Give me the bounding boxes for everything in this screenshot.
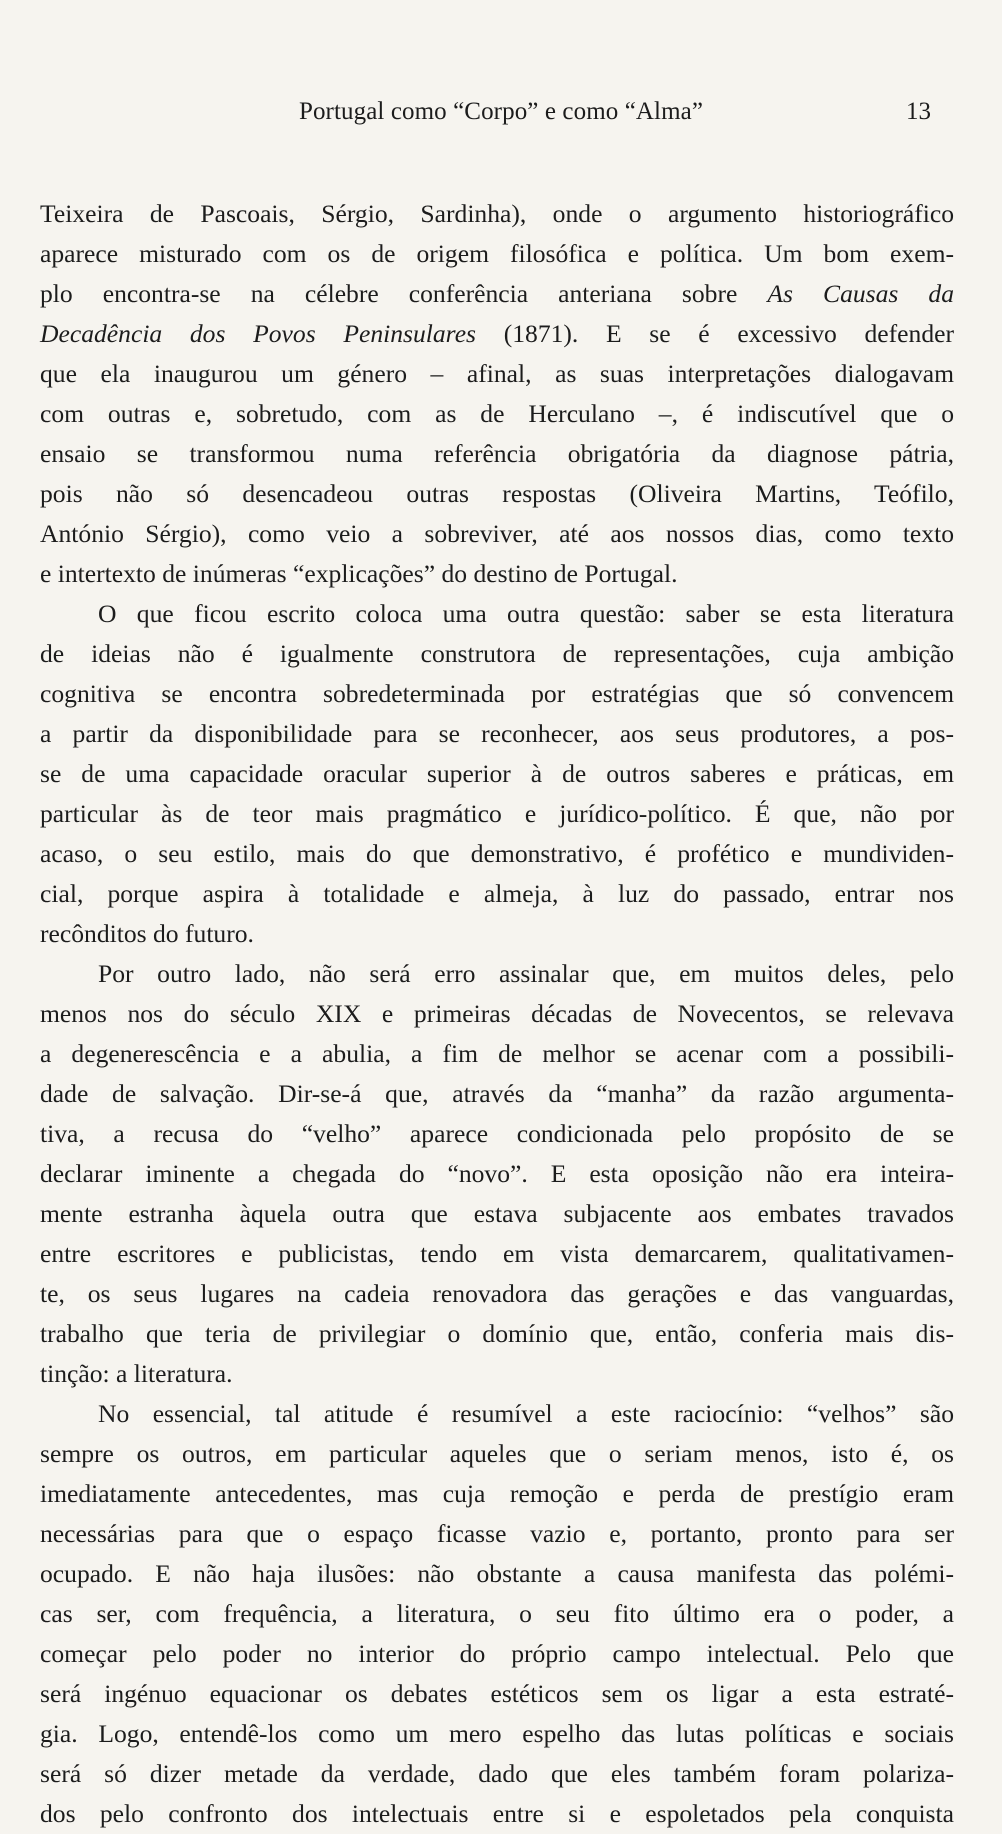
- running-title: Portugal como “Corpo” e como “Alma”: [298, 98, 704, 125]
- page-number: 13: [906, 98, 931, 125]
- paragraph-3: [40, 954, 954, 1394]
- text-line: cognitiva se encontra sobredeterminada por estratégias que só convencem: [40, 679, 954, 708]
- text-line: ocupado. E não haja ilusões: não obstante a causa manifesta das polémi-: [40, 1559, 954, 1588]
- text-line: recônditos do futuro.: [40, 919, 254, 948]
- text-line: tiva, a recusa do “velho” aparece condicionada pelo propósito de se: [40, 1119, 954, 1148]
- paragraph-4: [40, 1394, 954, 1834]
- text-line: ensaio se transformou numa referência obrigatória da diagnose pátria,: [40, 439, 954, 468]
- text-line: Teixeira de Pascoais, Sérgio, Sardinha), onde o argumento historiográfico: [40, 199, 954, 228]
- text-line: e intertexto de inúmeras “explicações” do destino de Portugal.: [40, 559, 678, 588]
- text-line: dade de salvação. Dir-se-á que, através da “manha” da razão argumenta-: [40, 1079, 954, 1108]
- text-line: será só dizer metade da verdade, dado que eles também foram polariza-: [40, 1759, 954, 1788]
- text-line: trabalho que teria de privilegiar o domínio que, então, conferia mais dis-: [40, 1319, 954, 1348]
- paragraph-2: [40, 594, 954, 954]
- text-line: Por outro lado, não será erro assinalar que, em muitos deles, pelo: [98, 959, 954, 988]
- text-line: necessárias para que o espaço ficasse vazio e, portanto, pronto para ser: [40, 1519, 954, 1548]
- text-line: cial, porque aspira à totalidade e almeja, à luz do passado, entrar nos: [40, 879, 954, 908]
- paragraph-1: [40, 194, 954, 594]
- text-line: tinção: a literatura.: [40, 1359, 233, 1388]
- book-title-italic: As Causas da: [767, 279, 954, 308]
- text-line: sempre os outros, em particular aqueles que o seriam menos, isto é, os: [40, 1439, 954, 1468]
- text-line: dos pelo confronto dos intelectuais entre si e espoletados pela conquista: [40, 1799, 954, 1828]
- text-line: O que ficou escrito coloca uma outra questão: saber se esta literatura: [98, 599, 954, 628]
- text-line: começar pelo poder no interior do próprio campo intelectual. Pelo que: [40, 1639, 954, 1668]
- text-line: plo encontra-se na célebre conferência anteriana sobre As Causas da: [40, 279, 954, 308]
- book-title-italic: Decadência dos Povos Peninsulares: [40, 319, 477, 348]
- text-line: a partir da disponibilidade para se reconhecer, aos seus produtores, a pos-: [40, 719, 954, 748]
- text-line: gia. Logo, entendê-los como um mero espelho das lutas políticas e sociais: [40, 1719, 954, 1748]
- text-line: Decadência dos Povos Peninsulares (1871). E se é excessivo defender: [40, 319, 954, 348]
- text-line: António Sérgio), como veio a sobreviver, até aos nossos dias, como texto: [40, 519, 954, 548]
- text-line: com outras e, sobretudo, com as de Herculano –, é indiscutível que o: [40, 399, 954, 428]
- text-line: imediatamente antecedentes, mas cuja remoção e perda de prestígio eram: [40, 1479, 954, 1508]
- text-line: cas ser, com frequência, a literatura, o seu fito último era o poder, a: [40, 1599, 954, 1628]
- text-line: pois não só desencadeou outras respostas (Oliveira Martins, Teófilo,: [40, 479, 954, 508]
- text-line: te, os seus lugares na cadeia renovadora das gerações e das vanguardas,: [40, 1279, 954, 1308]
- text-line: No essencial, tal atitude é resumível a este raciocínio: “velhos” são: [98, 1399, 954, 1428]
- text-line: de ideias não é igualmente construtora de representações, cuja ambição: [40, 639, 954, 668]
- text-line: mente estranha àquela outra que estava subjacente aos embates travados: [40, 1199, 954, 1228]
- text-line: a degenerescência e a abulia, a fim de melhor se acenar com a possibili-: [40, 1039, 954, 1068]
- text-line: que ela inaugurou um género – afinal, as suas interpretações dialogavam: [40, 359, 954, 388]
- text-line: menos nos do século XIX e primeiras décadas de Novecentos, se relevava: [40, 999, 954, 1028]
- text-line: entre escritores e publicistas, tendo em vista demarcarem, qualitativamen-: [40, 1239, 954, 1268]
- text-line: particular às de teor mais pragmático e jurídico-político. É que, não por: [40, 799, 954, 828]
- text-line: acaso, o seu estilo, mais do que demonstrativo, é profético e mundividen-: [40, 839, 954, 868]
- running-head: [0, 98, 1002, 132]
- text-line: será ingénuo equacionar os debates estéticos sem os ligar a esta estraté-: [40, 1679, 954, 1708]
- text-line: declarar iminente a chegada do “novo”. E esta oposição não era inteira-: [40, 1159, 954, 1188]
- text-line: se de uma capacidade oracular superior à de outros saberes e práticas, em: [40, 759, 954, 788]
- text-line: aparece misturado com os de origem filosófica e política. Um bom exem-: [40, 239, 954, 268]
- body-text: [40, 194, 954, 1834]
